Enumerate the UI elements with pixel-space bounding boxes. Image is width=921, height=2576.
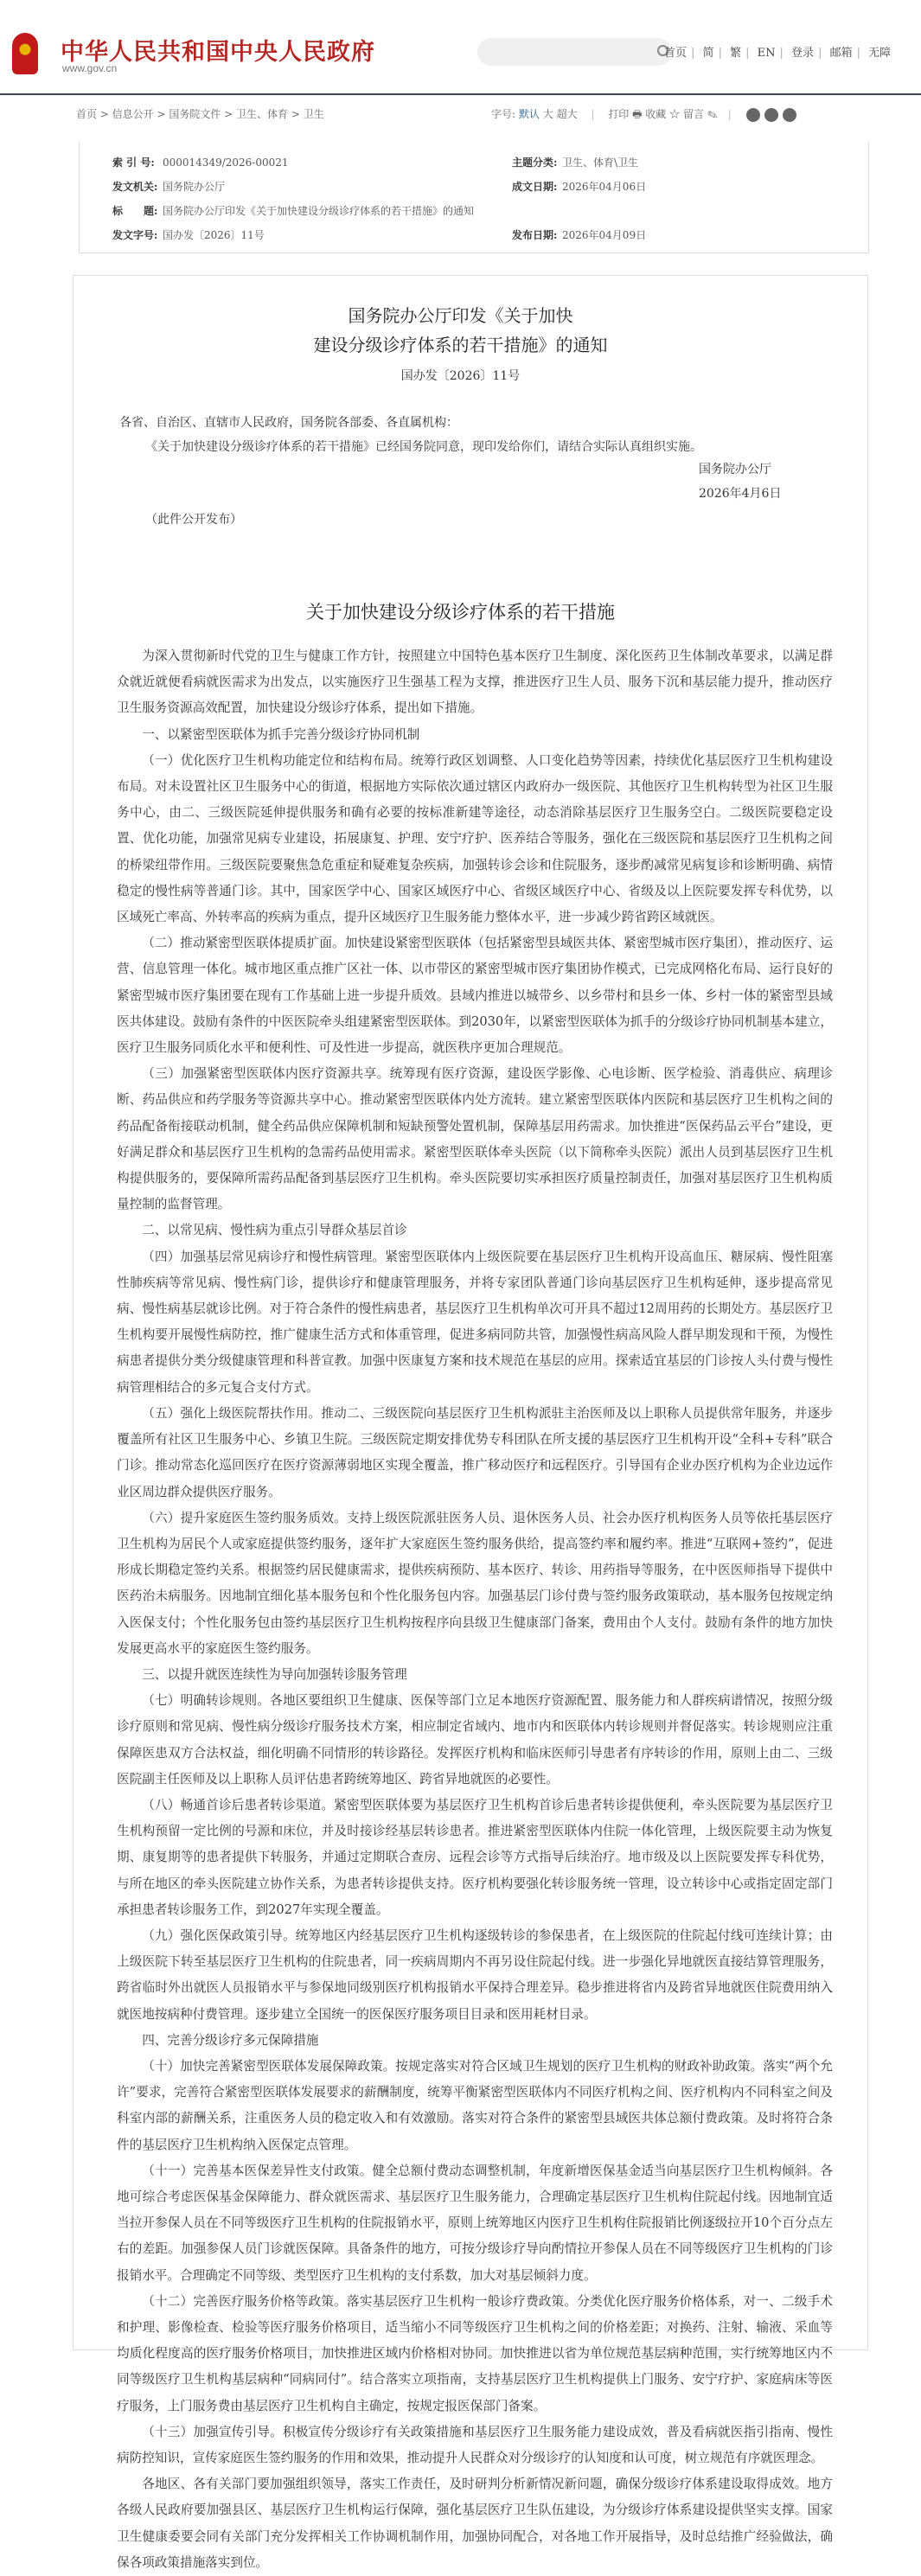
article-paragraph: （十一）完善基本医保差异性支付政策。健全总额付费动态调整机制，年度新增医保基金适当向基层医疗卫生机构倾斜。各地可综合考虑医保基金保障能力、群众就医需求、基层医疗卫生服务能力，合理确定基层医疗卫生机构住院起付线。因地制宜适当拉开参保人员在不同等级医疗卫生机构的住院报销水平，原则上统筹地区内医疗卫生机构住院报销比例逐级拉开10个百分点左右的差距。加强参保人员门诊就医保障。具备条件的地方，可按分级诊疗导向酌情拉开参保人员在不同等级医疗卫生机构的门诊报销水平。合理确定不同等级、类型医疗卫生机构的支付系数，加大对基层倾斜力度。 <box>117 2163 833 2283</box>
nav-login[interactable]: 登录 <box>791 47 815 60</box>
article-paragraph: （四）加强基层常见病诊疗和慢性病管理。紧密型医联体内上级医院要在基层医疗卫生机构开设高血压、糖尿病、慢性阻塞性肺疾病等常见病、慢性病门诊，提供诊疗和健康管理服务，并将专家团队普通门诊向基层医疗卫生机构延伸，逐步提高常见病、慢性病基层就诊比例。对于符合条件的慢性病患者，基层医疗卫生机构单次可开具不超过12周用药的长期处方。基层医疗卫生机构要开展慢性病防控，推广健康生活方式和体重管理，促进多病同防共管，加强慢性病高风险人群早期发现和干预，为慢性病患者提供分类分级健康管理和科普宣教。加强中医康复方案和技术规范在基层的应用。探索适宜基层的门诊按人头付费与慢性病管理相结合的多元复合支付方式。 <box>117 1249 833 1395</box>
article-paragraph: （十）加快完善紧密型医联体发展保障政策。按规定落实对符合区域卫生规划的医疗卫生机构的财政补助政策。落实“两个允许”要求，完善符合紧密型医联体发展要求的薪酬制度，统筹平衡紧密型医联体内不同医疗机构之间、医疗机构内不同科室之间及科室内部的薪酬关系，注重医务人员的稳定收入和有效激励。落实对符合条件的紧密型县域医共体总额付费政策。及时将符合条件的基层医疗卫生机构纳入医保定点管理。 <box>117 2058 833 2152</box>
article-paragraph: （二）推动紧密型医联体提质扩面。加快建设紧密型医联体（包括紧密型县域医共体、紧密型城市医疗集团），推动医疗、运营、信息管理一体化。城市地区重点推广区社一体、以市带区的紧密型城市医疗集团协作模式，已完成网格化布局、运行良好的紧密型城市医疗集团要在现有工作基础上进一步提升质效。县域内推进以城带乡、以乡带村和县乡一体、乡村一体的紧密型县域医共体建设。鼓励有条件的中医医院牵头组建紧密型医联体。到2030年，以紧密型医联体为抓手的分级诊疗协同机制基本建立，医疗卫生服务同质化水平和便利性、可及性进一步提高，就医秩序更加合理规范。 <box>117 936 833 1056</box>
issuer-label: 发文机关: <box>112 181 158 193</box>
qzone-share-icon[interactable] <box>783 108 796 122</box>
article-paragraph: （七）明确转诊规则。各地区要组织卫生健康、医保等部门立足本地医疗资源配置、服务能力和人群疾病谱情况，按照分级诊疗原则和常见病、慢性病分级诊疗服务技术方案，相应制定省域内、地市内和医联体内转诊规则并督促落实。转诊规则应注重保障医患双方合法权益，细化明确不同情形的转诊路径。发挥医疗机构和临床医师引导患者有序转诊的作用，原则上由二、三级医院副主任医师及以上职称人员评估患者跨统筹地区、跨省异地就医的必要性。 <box>117 1693 833 1787</box>
written-date-value: 2026年04月06日 <box>562 181 647 193</box>
article-paragraph: （十三）加强宣传引导。积极宣传分级诊疗有关政策措施和基层医疗卫生服务能力建设成效，普及看病就医指引指南、慢性病防控知识，宣传家庭医生签约服务的作用和效果，推动提升人民群众对分级诊疗的认知度和认可度，树立规范有序就医理念。 <box>117 2424 833 2466</box>
notice-date: 2026年4月6日 <box>699 487 782 501</box>
publish-date-value: 2026年04月09日 <box>562 229 647 241</box>
section-heading: 二、以常见病、慢性病为重点引导群众基层首诊 <box>142 1223 407 1238</box>
docno-value: 国办发〔2026〕11号 <box>163 229 265 241</box>
nav-accessibility[interactable]: 无障 <box>868 47 892 60</box>
notice-title-line2: 建设分级诊疗体系的若干措施》的通知 <box>313 335 608 355</box>
notice-docno: 国办发〔2026〕11号 <box>400 369 521 383</box>
title-value: 国务院办公厅印发《关于加快建设分级诊疗体系的若干措施》的通知 <box>163 205 475 217</box>
issuer-value: 国务院办公厅 <box>163 181 226 193</box>
section-heading: 四、完善分级诊疗多元保障措施 <box>142 2032 319 2048</box>
section-heading: 一、以紧密型医联体为抓手完善分级诊疗协同机制 <box>142 726 420 742</box>
article-body <box>117 643 833 2576</box>
font-large-button[interactable]: 大 <box>542 108 553 120</box>
topic-value: 卫生、体育\卫生 <box>562 157 639 169</box>
breadcrumb[interactable]: 首页 > 信息公开 > 国务院文件 > 卫生、体育 > 卫生 <box>76 108 324 120</box>
nav-traditional[interactable]: 繁 <box>730 47 742 60</box>
article-toolbar: 字号: 默认 大 超大 | 打印 🖶 收藏 ☆ 留言 ✎ | <box>491 106 796 125</box>
article-paragraph: （九）强化医保政策引导。统筹地区内经基层医疗卫生机构逐级转诊的参保患者，在上级医院的住院起付线可连续计算；由上级医院下转至基层医疗卫生机构的住院患者，同一疾病周期内不再另设住院起付线。进一步强化异地就医直接结算管理服务，跨省临时外出就医人员报销水平与参保地同级别医疗机构报销水平保持合理差异。稳步推进将省内及跨省异地就医住院费用纳入就医地按病种付费管理。逐步建立全国统一的医保医疗服务项目目录和医用耗材目录。 <box>117 1927 833 2022</box>
nav-english[interactable]: EN <box>757 47 776 60</box>
pencil-icon[interactable]: ✎ <box>707 108 718 120</box>
star-icon[interactable]: ☆ <box>669 108 681 120</box>
article-paragraph: （三）加强紧密型医联体内医疗资源共享。统筹现有医疗资源，建设医学影像、心电诊断、医学检验、消毒供应、病理诊断、药品供应和药学服务等资源共享中心。推动紧密型医联体内处方流转。建立紧密型医联体内医院和基层医疗卫生机构之间的药品配备衔接联动机制，健全药品供应保障机制和短缺预警处置机制，保障基层用药需求。加快推进“医保药品云平台”建设，更好满足群众和基层医疗卫生机构的急需药品使用需求。紧密型医联体牵头医院（以下简称牵头医院）派出人员到基层医疗卫生机构提供服务的，要保障所需药品配备到基层医疗卫生机构。牵头医院要切实承担医疗质量控制责任，加强对基层医疗卫生机构质量控制的监督管理。 <box>117 1066 833 1212</box>
top-nav: 首页 | 简 | 繁 | EN | 登录 | 邮箱 | 无障 <box>664 47 892 60</box>
national-emblem-icon <box>12 33 38 74</box>
site-header <box>0 0 921 95</box>
article-paragraph: （六）提升家庭医生签约服务质效。支持上级医院派驻医务人员、退休医务人员、社会办医疗机构医务人员等依托基层医疗卫生机构为居民个人或家庭提供签约服务，逐年扩大家庭医生签约服务供给，提高签约率和履约率。推进“互联网+签约”，促进形成长期稳定签约关系。根据签约居民健康需求，提供疾病预防、基本医疗、转诊、用药指导等服务，在中医医师指导下提供中医药治未病服务。因地制宜细化基本服务包和个性化服务包内容。加强基层门诊付费与签约服务政策联动，基本服务包按规定纳入医保支付；个性化服务包由签约基层医疗卫生机构按程序向县级卫生健康部门备案，费用由个人支付。鼓励有条件的地方加快发展更高水平的家庭医生签约服务。 <box>117 1510 833 1656</box>
index-value: 000014349/2026-00021 <box>163 157 289 169</box>
notice-salutation: 各省、自治区、直辖市人民政府，国务院各部委、各直属机构： <box>119 416 458 430</box>
release-note: （此件公开发布） <box>145 513 242 527</box>
notice-signer: 国务院办公厅 <box>699 463 771 476</box>
printer-icon[interactable]: 🖶 <box>632 108 643 120</box>
title-label: 标 题: <box>112 205 158 217</box>
comment-button[interactable]: 留言 <box>682 108 704 120</box>
font-size-label: 字号: <box>491 108 516 120</box>
weibo-share-icon[interactable] <box>746 108 760 122</box>
written-date-label: 成文日期: <box>512 181 558 193</box>
article-paragraph: （五）强化上级医院帮扶作用。推动二、三级医院向基层医疗卫生机构派驻主治医师及以上职称人员提供常年服务，并逐步覆盖所有社区卫生服务中心、乡镇卫生院。三级医院定期安排优势专科团队在所支援的基层医疗卫生机构开设“全科+专科”联合门诊。推动常态化巡回医疗在医疗资源薄弱地区实现全覆盖，推广移动医疗和远程医疗。引导国有企业办医疗机构为企业边远作业区周边群众提供医疗服务。 <box>117 1405 833 1499</box>
document-metadata <box>79 141 869 253</box>
article-paragraph: （八）畅通首诊后患者转诊渠道。紧密型医联体要为基层医疗卫生机构首诊后患者转诊提供便利，牵头医院要为基层医疗卫生机构预留一定比例的号源和床位，并及时接诊经基层转诊患者。推进紧密型医联体内住院一体化管理，上级医院要主动为恢复期、康复期等的患者提供下转服务，并通过定期联合查房、远程会诊等方式指导后续治疗。地市级及以上医院要发挥专科优势，与所在地区的牵头医院建立协作关系，为患者转诊提供支持。医疗机构要强化转诊服务统一管理，设立转诊中心或指定固定部门承担患者转诊服务工作，到2027年实现全覆盖。 <box>117 1797 833 1917</box>
notice-body: 《关于加快建设分级诊疗体系的若干措施》已经国务院同意，现印发给你们，请结合实际认真组织实施。 <box>145 440 702 454</box>
article-paragraph: 为深入贯彻新时代党的卫生与健康工作方针，按照建立中国特色基本医疗卫生制度、深化医药卫生体制改革要求，以满足群众就近就便看病就医需求为出发点，以实施医疗卫生强基工程为支撑，推进医疗卫生人员、服务下沉和基层能力提升，推动医疗卫生服务资源高效配置，加快建设分级诊疗体系，提出如下措施。 <box>117 649 833 716</box>
font-default-button[interactable]: 默认 <box>518 108 540 120</box>
section-heading: 三、以提升就医连续性为导向加强转诊服务管理 <box>142 1666 407 1682</box>
article-paragraph: （一）优化医疗卫生机构功能定位和结构布局。统筹行政区划调整、人口变化趋势等因素，持续优化基层医疗卫生机构建设布局。对未设置社区卫生服务中心的街道，根据地方实际依次通过辖区内政府办一级医院、其他医疗卫生机构转型为社区卫生服务中心，由二、三级医院延伸提供服务和确有必要的按标准新建等途径，动态消除基层医疗卫生服务空白。二级医院要稳定设置、优化功能，加强常见病专业建设，拓展康复、护理、安宁疗护、医养结合等服务，强化在三级医院和基层医疗卫生机构之间的桥梁纽带作用。三级医院要聚焦急危重症和疑难复杂疾病，加强转诊会诊和住院服务，逐步酌减常见病复诊和诊断明确、病情稳定的慢性病等普通门诊。其中，国家医学中心、国家区域医疗中心、省级区域医疗中心、省级及以上医院要发挥专科优势，以区域死亡率高、外转率高的疾病为重点，提升区域医疗卫生服务能力整体水平，进一步减少跨省跨区域就医。 <box>117 752 833 925</box>
print-button[interactable]: 打印 <box>608 108 630 120</box>
article-paragraph: 各地区、各有关部门要加强组织领导，落实工作责任，及时研判分析新情况新问题，确保分级诊疗体系建设取得成效。地方各级人民政府要加强县区、基层医疗卫生机构运行保障，强化基层医疗卫生队伍建设，为分级诊疗体系建设提供坚实支撑。国家卫生健康委要会同有关部门充分发挥相关工作协调机制作用，加强协同配合，对各地工作开展指导，及时总结推广经验做法，确保各项政策措施落实到位。 <box>117 2477 833 2570</box>
favorite-button[interactable]: 收藏 <box>645 108 667 120</box>
nav-home[interactable]: 首页 <box>664 47 688 60</box>
nav-simplified[interactable]: 简 <box>702 47 714 60</box>
font-xlarge-button[interactable]: 超大 <box>556 108 578 120</box>
notice-title-line1: 国务院办公厅印发《关于加快 <box>348 305 573 326</box>
wechat-share-icon[interactable] <box>764 108 778 122</box>
article-title: 关于加快建设分级诊疗体系的若干措施 <box>306 602 615 623</box>
docno-label: 发文字号: <box>112 229 158 241</box>
article-paragraph: （十二）完善医疗服务价格等政策。落实基层医疗卫生机构一般诊疗费政策。分类优化医疗服务价格体系，对一、二级手术和护理、影像检查、检验等医疗服务价格项目，适当缩小不同等级医疗卫生机构之间的价格差距；对换药、注射、输液、采血等均质化程度高的医疗服务价格项目，加快推进区域内价格相对协同。加快推进以省为单位规范基层病种范围，实行统筹地区内不同等级医疗卫生机构基层病种“同病同付”。结合落实立项指南，支持基层医疗卫生机构提供上门服务、安宁疗护、家庭病床等医疗服务，上门服务费由基层医疗卫生机构自主确定，按规定报医保部门备案。 <box>117 2293 833 2413</box>
publish-date-label: 发布日期: <box>512 229 558 241</box>
site-url: www.gov.cn <box>62 62 118 74</box>
nav-mail[interactable]: 邮箱 <box>829 47 853 60</box>
search-input[interactable] <box>477 38 672 66</box>
index-label: 索 引 号: <box>112 157 155 169</box>
site-title[interactable]: 中华人民共和国中央人民政府 <box>61 39 375 66</box>
topic-label: 主题分类: <box>512 157 558 169</box>
